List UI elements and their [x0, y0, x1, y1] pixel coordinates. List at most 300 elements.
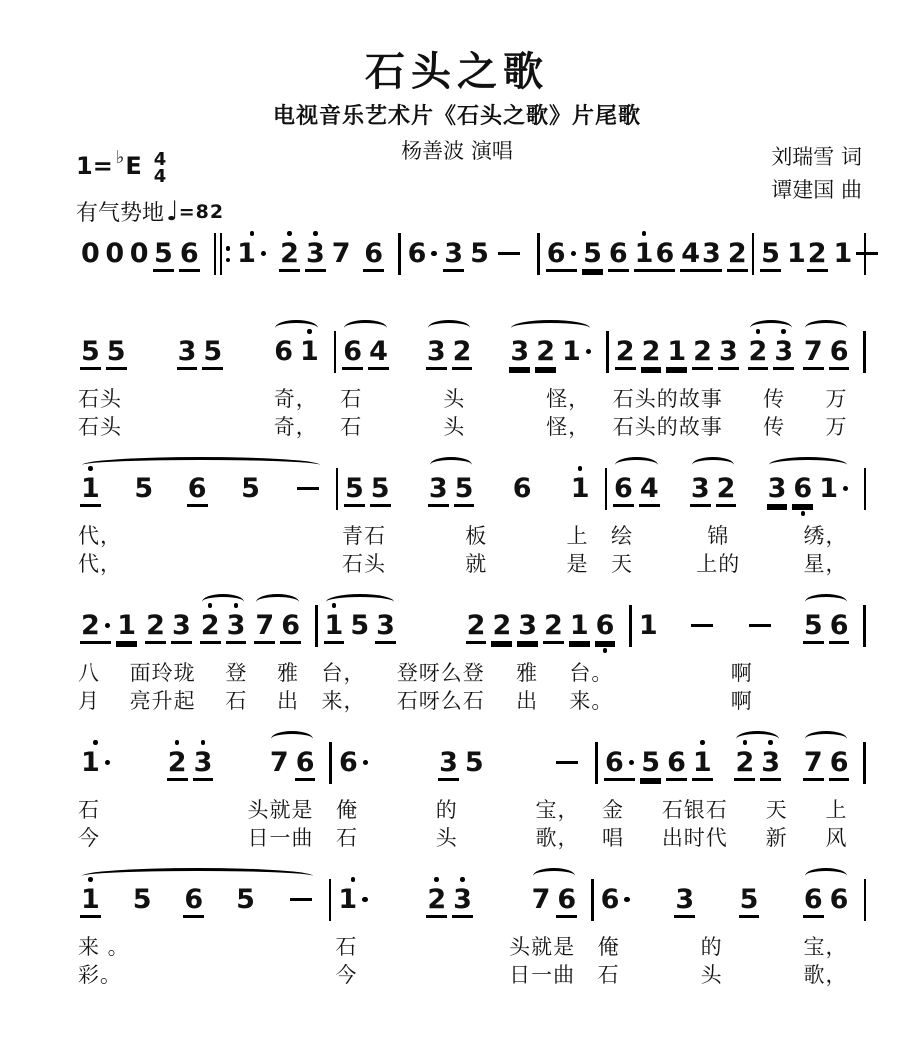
- note-digit: 7: [269, 747, 289, 778]
- note: [279, 229, 300, 287]
- lyric-row-2: [332, 824, 596, 852]
- note-group: [363, 229, 384, 287]
- note-digit-row: [177, 336, 198, 370]
- barline: [864, 879, 867, 921]
- note: [129, 229, 150, 284]
- note-group: [279, 229, 351, 287]
- measure: [594, 875, 864, 989]
- music-line: [74, 327, 866, 441]
- lyric-syllable: 锦: [707, 524, 730, 548]
- note-group: [690, 464, 737, 522]
- note-group: [426, 327, 473, 385]
- note-group: [80, 327, 127, 385]
- lyric-syllable: 头: [700, 963, 723, 987]
- note-digit: 6: [829, 610, 849, 641]
- lyric-syllable: 八: [78, 661, 100, 685]
- note-digit: 2: [807, 238, 827, 269]
- notes-row: [598, 738, 864, 796]
- note-digit-row: [342, 336, 363, 370]
- note-digit-row: [807, 238, 828, 272]
- note-digit: 2: [615, 336, 635, 367]
- note-digit-row: [853, 238, 881, 269]
- lyric-syllable: 代，: [78, 524, 122, 548]
- note-digit-row: [692, 747, 713, 781]
- note-digit-row: [674, 884, 695, 918]
- note-group: [803, 601, 850, 659]
- note-digit: 2: [544, 610, 563, 641]
- note-digit-row: [569, 610, 590, 644]
- note-digit-row: [553, 747, 581, 778]
- octave-space-above: [201, 738, 206, 747]
- note-digit: 3: [718, 336, 738, 367]
- note-digit-row: [240, 473, 261, 504]
- note: [727, 229, 748, 287]
- note-digit: 3: [510, 336, 530, 367]
- lyric-row-1: [318, 659, 630, 687]
- note: [193, 738, 214, 796]
- note-digit-row: [608, 238, 629, 272]
- note: [641, 327, 662, 385]
- note: [80, 464, 101, 522]
- note-digit: 5: [345, 473, 364, 504]
- note-group: [344, 464, 391, 522]
- note-group: [600, 875, 631, 930]
- octave-space-above: [88, 464, 93, 473]
- note-digit-row: [469, 238, 490, 269]
- lyric-syllable: 风: [825, 826, 848, 850]
- note: [535, 327, 556, 385]
- lyric-syllable: 天: [611, 552, 634, 576]
- note-digit-row: [363, 238, 384, 272]
- note-digit-row: [634, 238, 655, 272]
- note: [748, 327, 769, 385]
- note-group: [553, 738, 581, 793]
- note-digit-row: [236, 238, 267, 269]
- measure: [632, 601, 864, 715]
- measure: [598, 738, 864, 852]
- barline: [864, 468, 867, 510]
- octave-dot-above: [756, 329, 761, 334]
- lyric-row-2: [607, 550, 863, 578]
- note: [254, 601, 275, 659]
- note-group: [739, 875, 760, 933]
- note: [512, 464, 533, 519]
- lyric-syllable: 月: [78, 689, 100, 713]
- lyric-syllable: 的: [700, 935, 723, 959]
- note: [692, 738, 713, 796]
- dash-glyph: [691, 624, 713, 628]
- note-digit-row: [132, 884, 153, 915]
- lyric-syllable: 石呀么石: [396, 689, 485, 713]
- note: [202, 327, 223, 385]
- lyric-syllable: 俺: [335, 798, 358, 822]
- note: [531, 875, 552, 933]
- lyric-syllable: 板: [465, 524, 488, 548]
- augmentation-dot: [261, 251, 267, 257]
- note-digit: 3: [439, 747, 458, 778]
- note-digit: 6: [829, 336, 849, 367]
- note-digit: 3: [774, 336, 794, 367]
- dash-glyph: [556, 761, 578, 765]
- notes-row: [331, 875, 591, 933]
- note-digit-row: [666, 336, 687, 370]
- note-digit-row: [692, 336, 713, 370]
- note-digit: 3: [171, 610, 191, 641]
- note-digit: 1: [81, 747, 100, 778]
- note-digit: 2: [427, 884, 447, 915]
- note-group: [338, 738, 369, 793]
- note-digit-row: [294, 473, 322, 504]
- measure: [74, 327, 334, 441]
- note-digit-row: [438, 747, 459, 781]
- note-digit: 6: [364, 238, 384, 269]
- note-digit-row: [443, 238, 464, 272]
- note: [407, 229, 438, 284]
- note-digit-row: [183, 884, 204, 918]
- note-digit: 6: [338, 747, 358, 778]
- note-group: [466, 601, 616, 659]
- note: [666, 738, 687, 796]
- note-digit: 6: [803, 884, 823, 915]
- octave-dot-above: [307, 329, 312, 334]
- note-digit: 5: [803, 610, 823, 641]
- note-group: [604, 738, 713, 796]
- note: [338, 738, 369, 793]
- lyric-syllable: 登: [225, 661, 248, 685]
- note-digit: 6: [184, 884, 204, 915]
- octave-dot-above: [460, 877, 465, 882]
- notes-row: [754, 229, 863, 287]
- note: [638, 601, 659, 656]
- note-group: [438, 738, 485, 796]
- lyric-syllable: 上的: [696, 552, 741, 576]
- note-digit: 1: [634, 238, 654, 269]
- notes-row: [74, 601, 315, 659]
- barline: [863, 331, 866, 373]
- note: [370, 464, 391, 522]
- barline: [863, 742, 866, 784]
- octave-space-above: [208, 601, 213, 610]
- repeat-barline: [214, 233, 231, 275]
- lyric-row-1: [74, 385, 334, 413]
- note: [331, 229, 352, 287]
- note-digit-row: [153, 238, 174, 272]
- note-digit: 6: [179, 238, 199, 269]
- note-digit-row: [375, 610, 396, 644]
- note-group: [80, 464, 322, 522]
- octave-dot-above: [234, 603, 239, 608]
- note-group: [701, 229, 748, 287]
- note-digit: 1: [786, 238, 806, 269]
- note-digit: 2: [641, 336, 661, 367]
- note-digit: 0: [129, 238, 149, 269]
- note-digit: 5: [761, 238, 780, 269]
- note-group: [254, 601, 301, 659]
- note-digit: 6: [600, 884, 620, 915]
- note-group: [337, 875, 368, 930]
- note-digit: 6: [829, 747, 849, 778]
- note: [375, 601, 396, 659]
- note-digit: 2: [466, 610, 486, 641]
- lyric-row-2: [74, 687, 315, 715]
- note-digit: 2: [146, 610, 165, 641]
- note-digit-row: [254, 610, 275, 644]
- octave-space-above: [175, 738, 180, 747]
- note: [600, 875, 631, 930]
- note-digit-row: [426, 336, 447, 370]
- note-group: [807, 229, 854, 287]
- lyric-syllable: 日一曲: [247, 826, 314, 850]
- lyric-syllable: 石: [340, 387, 363, 411]
- note: [829, 875, 850, 933]
- note-digit-row: [543, 610, 564, 644]
- note-digit-row: [464, 747, 485, 778]
- note-digit-row: [615, 336, 636, 370]
- measure: [74, 738, 329, 852]
- note: [792, 464, 813, 522]
- measure: [754, 229, 863, 287]
- notes-row: [318, 601, 630, 659]
- note-digit-row: [556, 884, 577, 918]
- note-digit: 6: [274, 336, 293, 367]
- note-digit: 3: [675, 884, 695, 915]
- note: [452, 875, 473, 933]
- note-group: [428, 464, 475, 522]
- note-digit: 3: [767, 473, 787, 504]
- notes-row: [230, 229, 398, 287]
- notes-row: [74, 229, 214, 287]
- octave-space-above: [434, 875, 439, 884]
- music-line: [74, 601, 866, 715]
- note-digit-row: [546, 238, 577, 272]
- note-digit: 7: [531, 884, 551, 915]
- lyric-syllable: 的: [435, 798, 458, 822]
- note: [349, 601, 370, 659]
- note-digit-row: [116, 610, 137, 644]
- note-group: [200, 601, 247, 659]
- note-digit-row: [338, 747, 369, 778]
- note: [469, 229, 490, 287]
- note-digit: 4: [681, 238, 701, 269]
- note: [299, 327, 320, 382]
- note: [666, 327, 687, 385]
- note: [179, 229, 200, 287]
- time-signature: [154, 151, 167, 185]
- note-digit: 6: [281, 610, 301, 641]
- augmentation-dot: [586, 349, 592, 355]
- note-digit-row: [280, 610, 301, 644]
- note-group: [748, 327, 795, 385]
- note-digit-row: [641, 336, 662, 370]
- augmentation-dot: [571, 251, 577, 257]
- lyric-row-1: [331, 933, 591, 961]
- note-digit-row: [829, 336, 850, 370]
- expression-text: 有气势地: [76, 201, 165, 226]
- octave-space-above: [287, 229, 292, 238]
- note-digit: 3: [428, 473, 448, 504]
- note: [680, 229, 701, 287]
- notes-row: [594, 875, 864, 933]
- performer-credit: 杨善波 演唱: [401, 139, 513, 163]
- song-subtitle: 电视音乐艺术片《石头之歌》片尾歌: [272, 104, 641, 129]
- note: [106, 327, 127, 385]
- flat-sign-icon: ♭: [115, 147, 125, 168]
- lyric-syllable: 亮升起: [129, 689, 196, 713]
- lyric-syllable: 头: [443, 387, 466, 411]
- lyric-syllable: 石头的故事: [612, 387, 723, 411]
- note-digit-row: [829, 884, 850, 915]
- notes-row: [336, 327, 606, 385]
- note-digit-row: [337, 884, 368, 915]
- lyric-syllable: 传: [763, 387, 786, 411]
- note-group: [269, 738, 316, 796]
- note-digit: 3: [761, 747, 781, 778]
- lyric-row-1: [74, 796, 329, 824]
- note-digit: 5: [106, 336, 126, 367]
- note-digit-row: [426, 884, 447, 918]
- lyric-row-2: [336, 413, 606, 441]
- note-digit-row: [452, 884, 473, 918]
- dash-note: [495, 229, 523, 284]
- dash-note: [853, 229, 881, 284]
- key-signature: [76, 147, 167, 187]
- note-digit: 1: [569, 610, 589, 641]
- lyric-syllable: 石头: [78, 415, 122, 439]
- note-digit-row: [760, 747, 781, 781]
- lyric-syllable: 啊: [730, 689, 753, 713]
- lyric-syllable: 是: [566, 552, 589, 576]
- note-digit-row: [734, 747, 755, 781]
- lyric-syllable: 雅: [516, 661, 539, 685]
- octave-dot-above: [208, 603, 213, 608]
- dash-note: [688, 601, 716, 656]
- note-digit-row: [202, 336, 223, 370]
- barline-stroke: [214, 233, 217, 275]
- note-digit: 0: [81, 238, 100, 269]
- note-digit-row: [269, 747, 290, 778]
- note-digit-row: [273, 336, 294, 367]
- lyric-syllable: 怪，: [546, 415, 591, 439]
- lyric-row-2: [594, 961, 864, 989]
- note: [786, 229, 807, 287]
- note-group: [654, 229, 701, 287]
- note: [546, 229, 577, 287]
- note-group: [746, 601, 774, 656]
- augmentation-dot: [362, 897, 368, 903]
- note: [608, 229, 629, 287]
- note-digit: 3: [226, 610, 246, 641]
- note-digit: 3: [453, 884, 472, 915]
- note: [305, 229, 326, 287]
- barline: [863, 605, 866, 647]
- note-digit-row: [104, 238, 125, 269]
- note-digit-row: [818, 473, 849, 504]
- note-group: [177, 327, 224, 385]
- lyricist-credit: 刘瑞雪 词: [771, 145, 862, 169]
- lyric-syllable: 台。: [569, 661, 614, 685]
- note-digit: 5: [132, 884, 152, 915]
- lyric-syllable: 头就是: [509, 935, 576, 959]
- augmentation-dot: [105, 760, 111, 766]
- lyric-syllable: 石: [335, 826, 358, 850]
- note: [342, 327, 363, 385]
- lyric-row-2: [74, 961, 329, 989]
- note: [132, 875, 153, 933]
- quarter-note-icon: ♩: [166, 195, 179, 227]
- dash-glyph: [498, 252, 520, 256]
- note-group: [767, 464, 850, 522]
- lyric-row-1: [338, 522, 605, 550]
- note-digit-row: [640, 747, 661, 781]
- note-digit: 5: [739, 884, 759, 915]
- note-group: [273, 327, 320, 382]
- measure: [318, 601, 630, 715]
- notes-row: [607, 464, 863, 522]
- note: [464, 738, 485, 796]
- octave-dot-above: [287, 231, 292, 236]
- note-digit-row: [613, 473, 634, 507]
- lyric-row-2: [74, 550, 336, 578]
- lyric-syllable: 奇，: [273, 387, 318, 411]
- bpm-value: =82: [178, 200, 225, 223]
- note-digit-row: [80, 238, 101, 269]
- note-digit-row: [688, 610, 716, 641]
- lyric-syllable: 头: [435, 826, 458, 850]
- meter-numerator: 4: [153, 149, 167, 170]
- note: [280, 601, 301, 659]
- note-group: [546, 229, 655, 287]
- octave-space-above: [351, 875, 356, 884]
- note-digit-row: [349, 610, 370, 641]
- note-group: [853, 229, 881, 284]
- note: [760, 738, 781, 796]
- note-digit: 1: [692, 747, 712, 778]
- note: [171, 601, 192, 659]
- key-letter: E: [125, 152, 142, 180]
- note-digit: 1: [561, 336, 581, 367]
- note: [803, 738, 824, 796]
- measure: [607, 464, 863, 578]
- note: [569, 601, 590, 659]
- note-digit: 6: [614, 473, 633, 504]
- lyric-syllable: 石头的故事: [612, 415, 723, 439]
- note-digit-row: [491, 610, 512, 644]
- note-digit-row: [582, 238, 603, 272]
- note-digit: 5: [464, 747, 484, 778]
- note-digit-row: [773, 336, 794, 370]
- notes-row: [74, 464, 336, 522]
- note-digit-row: [639, 473, 660, 507]
- lyric-syllable: 今: [335, 963, 358, 987]
- note: [454, 464, 475, 522]
- note: [187, 464, 208, 522]
- note-digit-row: [106, 336, 127, 370]
- lyric-syllable: 歌，: [803, 963, 848, 987]
- lyric-syllable: 石头: [342, 552, 386, 576]
- lyric-syllable: 出: [516, 689, 539, 713]
- note-digit-row: [80, 747, 111, 778]
- note: [183, 875, 204, 933]
- lyric-syllable: 俺: [597, 935, 620, 959]
- note-digit: 2: [452, 336, 472, 367]
- note-digit-row: [803, 610, 824, 644]
- measure: [332, 738, 596, 852]
- note: [640, 738, 661, 796]
- note-digit: 6: [512, 473, 532, 504]
- note-group: [104, 229, 125, 284]
- octave-space-above: [756, 327, 761, 336]
- dash-glyph: [290, 898, 312, 902]
